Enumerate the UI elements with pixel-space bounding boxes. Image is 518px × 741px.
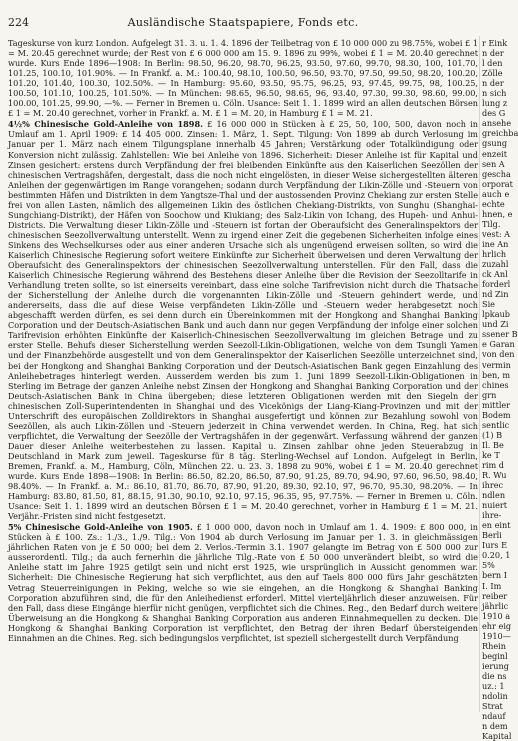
adjacent-line: echte (482, 198, 505, 209)
adjacent-line: auch e (482, 188, 510, 199)
adjacent-line: l den (482, 58, 503, 69)
adjacent-line: ierung (482, 660, 509, 671)
adjacent-line: hrlich (482, 248, 507, 259)
adjacent-line: r Eink (482, 38, 508, 48)
adjacent-line: vest: A (482, 228, 511, 239)
adjacent-line: mittler (482, 399, 511, 410)
adjacent-line: reiber (482, 590, 508, 601)
adjacent-line: R. Wu (482, 470, 507, 481)
adjacent-line: Zölle (482, 68, 503, 79)
adjacent-line: ehr eig (482, 620, 512, 631)
adjacent-page-column (482, 38, 518, 741)
adjacent-line: sen A (482, 158, 505, 169)
adjacent-line: gescha (482, 168, 511, 179)
adjacent-line: beginl (482, 650, 508, 661)
adjacent-line: Tilg. (482, 218, 501, 229)
adjacent-line: uz.: 1 (482, 681, 505, 691)
adjacent-line: Sie (482, 299, 495, 310)
adjacent-line: des G (482, 108, 506, 119)
adjacent-line: ndauf (482, 711, 506, 722)
adjacent-line: ck Anl (482, 269, 508, 280)
adjacent-line: ssener B (482, 329, 518, 340)
adjacent-line: die ns (482, 670, 507, 681)
adjacent-line: lung z (482, 98, 508, 109)
adjacent-line: sentlic (482, 419, 510, 430)
adjacent-line: Bodem (482, 409, 511, 420)
adjacent-line: Berli (482, 530, 502, 541)
intro-paragraph: Tageskurse von kurz London. Aufgelegt 31. 3. u. 1. 4. 1896 der Teilbetrag von £ 10 000 000 zu 98.75%, wobei £ 1 = M. 20.45 gerechnet wurde; der Rest von £ 6 000 000 am 15. 9. 1896 zu 99%, wobei £ 1 = M. 20.40 gerechnet wurde. Kurs Ende 1896—1908: In Berlin: 98.50, 96.20, 98.70, 96.25, 93.50, 97.60, 99.70, 98.30, 100, 101.70, 101.25, 100.10, 101.90%. — In Frankf. a. M.: 100.40, 98.10, 100.50, 96.50, 93.70, 97.50, 99.50, 98.20, 100.20, 101.20, 101.40, 100.30, 102.50%. — In Hamburg: 95.60, 93.50, 95.75, 96.25, 93, 97.45, 99.75, 98, 100.25, 100.50, 101.10, 100.25, 101.50%. — In München: 98.65, 96.50, 98.65, 96, 93.40, 97.30, 99.30, 98.60, 99.00, 100.00, 101.25, 99.90, —%. — Ferner in Bremen u. Cöln. Usance: Seit 1. 1. 1899 wird an allen deutschen Börsen £ 1 = M. 20.40 gerechnet, vorher in Frankf. a. M. £ 1 = M. 20, in Hamburg £ 1 = M. 21. (8, 38, 478, 119)
adjacent-line: I. Im (482, 580, 502, 591)
adjacent-line: (1) B (482, 429, 503, 440)
adjacent-line: 0.20, 1 (482, 550, 511, 561)
adjacent-line: ansehe (482, 118, 512, 129)
adjacent-line: n sich (482, 88, 507, 99)
running-title: Ausländische Staatspapiere, Fonds etc. (127, 16, 359, 29)
adjacent-line: orporat (482, 178, 513, 189)
section-1905-body: £ 1 000 000, davon noch in Umlauf am 1. 4. 1909: £ 800 000, in Stücken à £ 100. Zs.: 1./3., 1./9. Tilg.: Von 1904 ab durch Verlosung im Januar per 1. 3. in gleichmässigen jährlichen Raten von je £ 50 000; bei dem 2. Verlos.-Termin 3.1. 1907 gelangte im Betrag von £ 500 000 zur ausserordentl. Tilg.; da auch fernerhin die jährliche Tilg.-Rate von £ 50 000 unverändert bleibt, so wird die Anleihe statt im Jahre 1925 getilgt sein und nicht erst 1925, wie ursprünglich in Aussicht genommen war. Sicherheit: Die Chinesische Regierung hat sich verpflichtet, aus den auf Taels 800 000 fürs Jahr geschätzten Vetrag Steuerreinigungen in Peking, welche so wie sie eingehen, an die Hongkong & Shanghai Banking Corporation abzuführen sind, die für den Anleihedienst erforderl. Mittel vierteljährlich dieser anzuweisen. Für den Fall, dass diese Eingänge hierfür nicht genügen, verpflichtet sich die Chines. Reg., den Bedarf durch weitere Überweisung an die Hongkong & Shanghai Banking Corporation aus anderen Einnahmequellen zu decken. Die Hongkong & Shanghai Banking Corporation ist verpflichtet, den Betrag der ihren Bedarf übersteigenden Einnahmen an die Chines. Reg. sich bedingungslos verpflichtet, ist speziell sichergestellt durch Verpfändung (8, 522, 478, 643)
adjacent-line: von den (482, 349, 515, 360)
adjacent-line: ben, m (482, 369, 511, 380)
section-1898 (8, 119, 478, 521)
adjacent-line: nuiert (482, 500, 508, 511)
adjacent-line: ine An (482, 238, 509, 249)
adjacent-line: rim d (482, 459, 504, 470)
adjacent-line: ke T (482, 449, 500, 460)
section-1898-heading: 4½% Chinesische Gold-Anleihe von 1898. (8, 119, 203, 130)
adjacent-line: grn (482, 389, 497, 400)
adjacent-line: Il. Be (482, 439, 504, 450)
adjacent-line: forderl (482, 279, 511, 290)
adjacent-line: Rhein (482, 640, 506, 651)
adjacent-line: ndlen (482, 490, 506, 501)
page-number: 224 (8, 16, 29, 29)
adjacent-line: hnen, e (482, 208, 513, 219)
adjacent-line: n der (482, 48, 504, 59)
adjacent-line: zuzahl (482, 259, 509, 270)
adjacent-line: enzeit (482, 148, 507, 159)
adjacent-line: en eint (482, 520, 511, 531)
adjacent-line: chines (482, 379, 509, 390)
adjacent-line: greichba (482, 128, 518, 139)
page-gutter (479, 36, 480, 712)
adjacent-line: n dem (482, 721, 508, 732)
adjacent-line: bern I (482, 570, 507, 581)
section-1905 (8, 522, 478, 643)
adjacent-line: e Garan (482, 339, 515, 350)
page-header (8, 16, 478, 32)
section-1905-heading: 5% Chinesische Gold-Anleihe von 1905. (8, 522, 193, 533)
adjacent-line: lpkaub (482, 309, 511, 320)
adjacent-line: 1910 a (482, 610, 511, 621)
adjacent-line: und Zi (482, 319, 509, 330)
adjacent-line: Iurs E (482, 540, 508, 551)
adjacent-line: Strat (482, 701, 503, 712)
section-1898-body: £ 16 000 000 in Stücken à £ 25, 50, 100, 500, davon noch in Umlauf am 1. April 1909: £ 14 405 000. Zinsen: 1. März, 1. Sept. Tilgung: Von 1899 ab durch Verlosung im Januar per 1. März nach einem Tilgungsplane innerhalb 45 Jahren; Verstärkung oder Totalkündigung oder Konversion nicht zulässig. Zahlstellen: Wie bei Anleihe von 1896. Sicherheit: Dieser Anleihe ist für Kapital und Zinsen gesichert: erstens durch Verpfändung der frei bleibenden Einkünfte aus den Kaiserlichen Seezöllen der chinesischen Vertragshäfen, dergestalt, dass die noch nicht eingelösten, in dieser Weise sichergestellten älteren Anleihen der gegenwärtigen im Range vorangehen; sodann durch Verpfändung der Likin-Zölle und -Steuern von bestimmten Häfen und Distrikten in dem Yangtsze-Thal und der austossenden Provinz Chekiang zur ersten Stelle frei von allen Lasten, nämlich des allgemeinen Likin des östlichen Chekiang-Distrikts, von Sunghu (Shanghai-Sungchiang-Distrikt), der Häfen von Soochow und Kiukiang; des Salz-Likin von Ichang, des Hupeh- und Anhui-Districts. Die Verwaltung dieser Likin-Zölle und -Steuern ist fortan der Oberaufsicht des Generalinspektors der chinesischen Seezollverwaltung unterstellt. Wenn zu irgend einer Zeit die gegebenen Sicherheiten infolge eines Sinkens des Wechselkurses oder aus einer anderen Ursache sich als ungenügend erweisen sollten, so wird die Kaiserlich Chinesische Regierung sofort weitere Einkünfte zur Sicherheit überweisen und deren Verwaltung der Oberaufsicht des Generalinspektors der chinesischen Seezollverwaltung unterstellen. Für den Fall, dass die Kaiserlich Chinesische Regierung während des Bestehens dieser Anleihe über die Revision der Seezolltarife in Verhandlung treten sollte, so ist einerseits vereinbart, dass eine solche Tarifrevision nicht durch die Thatsache der Sicherstellung der Anleihe durch die vorgenannten Likin-Zölle und -Steuern gehindert werde, und andererseits, dass die auf diese Weise verpfändeten Likin-Zölle und -Steuern weder herabgesetzt noch abgeschafft werden dürfen, es sei denn durch ein Übereinkommen mit der Hongkong and Shanghai Banking Corporation und der Deutsch-Asiatischen Bank und auch dann nur gegen Verpfändung der infolge einer solchen Tarifrevision erhöhten Einkünfte der Kaiserlich-Chinesischen Seezollverwaltung im gleichen Betrage und zu erster Stelle. Behufs dieser Sicherstellung werden Seezoll-Likin-Obligationen, welche von dem Tsungli Yamen und der Finanzbehörde ausgestellt und von dem Generalinspektor der Kaiserlichen Seezölle unterzeichnet sind, bei der Hongkong and Shanghai Banking Corporation und der Deutsch-Asiatischen Bank gegen Einzahlung des Anleihebetrages hinterlegt werden. Ausserdem werden bis zum 1. Juni 1899 Seezoll-Likin-Obligationen in Sterling im Betrage der ganzen Anleihe nebst Zinsen der Hongkong and Shanghai Banking Corporation und der Deutsch-Asiatischen Bank in China übergeben; diese letzteren Obligationen werden mit den Siegeln der chinesischen Zoll-Superintendenten in Shanghai und des Vicekönigs der Liang-Kiang-Provinzen und mit der Unterschrift des europäischen Zolldirektors in Shanghai ausgefertigt und können zur Bezahlung sowohl von Seezöllen, als auch Likin-Zöllen und -Steuern jederzeit in China verwendet werden. In China, Reg. hat sich verpflichtet, die Verwaltung der Seezölle der Vertragshäfen in der gegenwärt. Verfassung während der ganzen Dauer dieser Anleihe weiterbestehen zu lassen. Kapital u. Zinsen zahlbar ohne jeden Steuerabzug in Deutschland in Mark zum jeweil. Tageskurse für 8 täg. Sterling-Wechsel auf London. Aufgelegt in Berlin, Bremen, Frankf. a. M., Hamburg, Cöln, München 22. u. 23. 3. 1898 zu 90%, wobei £ 1 = M. 20.40 gerechnet wurde. Kurs Ende 1898—1908: In Berlin: 86.50, 82.20, 86.50, 87.90, 91.25, 89.70, 94.90, 97.60, 96.50, 98.40, 98.40%. — In Frankf. a. M.: 86.10, 81.70, 86.70, 87.90, 91.20, 89.30, 92.10, 97, 96.70, 95.30, 98.20%. — In Hamburg: 83.80, 81.50, 81, 88.15, 91.30, 90.10, 92.10, 97.15, 96.35, 95, 97.75%. — Ferner in Bremen u. Cöln. Usance: Seit 1. 1. 1899 wird an deutschen Börsen £ 1 = M. 20.40 gerechnet, vorher in Hamburg £ 1 = M. 21. Verjähr.-Fristen sind nicht festgesetzt. (8, 119, 478, 522)
adjacent-line: Kapital (482, 731, 512, 741)
adjacent-line: jährlic (482, 600, 509, 611)
adjacent-line: gsung (482, 138, 508, 149)
adjacent-line: ihrec (482, 480, 504, 491)
adjacent-line: 5% (482, 560, 495, 571)
main-column (8, 38, 478, 710)
adjacent-line: ndolin (482, 691, 508, 702)
adjacent-line: vermin (482, 359, 511, 370)
adjacent-line: 1910— (482, 630, 511, 641)
adjacent-line: ihre- (482, 510, 502, 521)
adjacent-line: n der (482, 78, 504, 89)
adjacent-line: nd Zin (482, 289, 509, 300)
